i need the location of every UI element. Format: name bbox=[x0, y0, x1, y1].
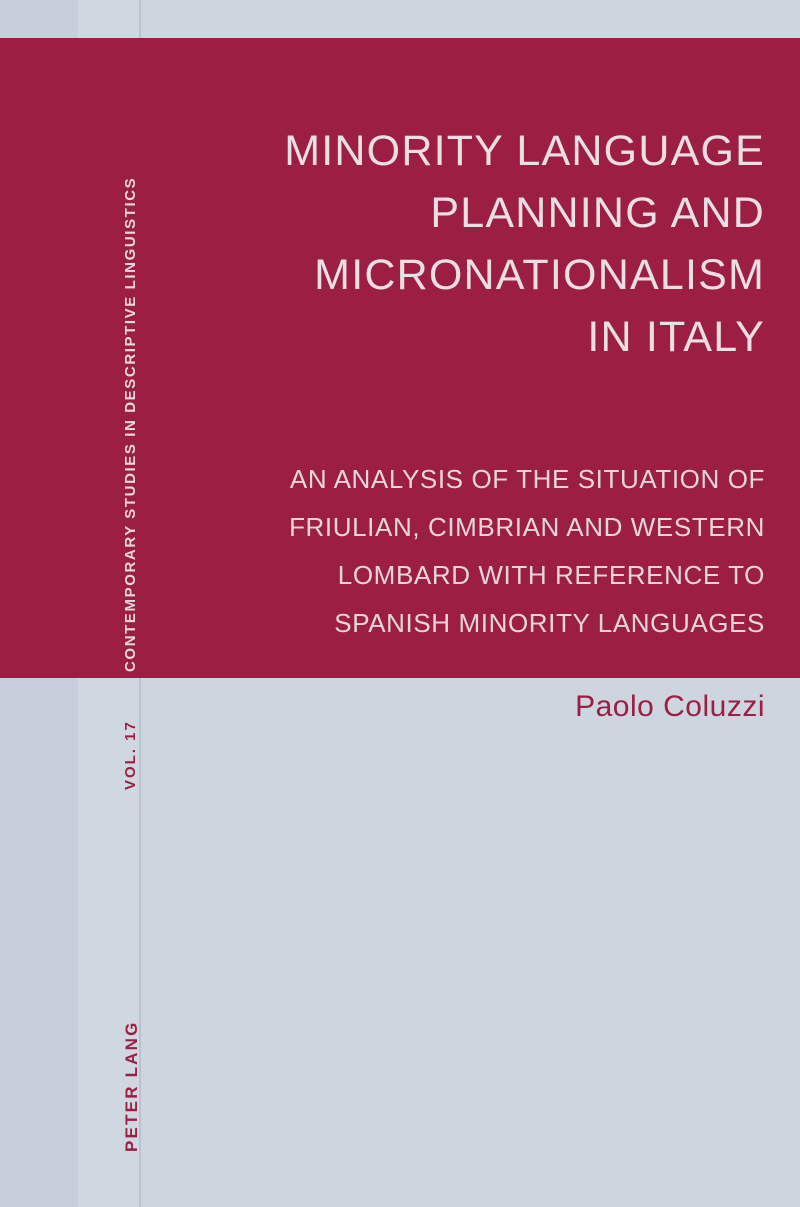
subtitle-line: LOMBARD WITH REFERENCE TO bbox=[337, 560, 765, 590]
book-subtitle bbox=[170, 455, 765, 647]
subtitle-line: AN ANALYSIS OF THE SITUATION OF bbox=[289, 464, 765, 494]
title-line: MINORITY LANGUAGE bbox=[284, 127, 765, 175]
subtitle-line: SPANISH MINORITY LANGUAGES bbox=[334, 608, 765, 638]
publisher-name: PETER LANG bbox=[122, 1020, 141, 1152]
subtitle-line: FRIULIAN, CIMBRIAN AND WESTERN bbox=[289, 512, 765, 542]
title-line: PLANNING AND bbox=[430, 189, 765, 237]
title-line: IN ITALY bbox=[587, 313, 765, 361]
series-title: CONTEMPORARY STUDIES IN DESCRIPTIVE LINGUISTICS bbox=[122, 176, 139, 672]
author-name: Paolo Coluzzi bbox=[575, 690, 765, 723]
book-title bbox=[190, 120, 765, 368]
title-line: MICRONATIONALISM bbox=[314, 251, 765, 299]
volume-number: VOL. 17 bbox=[122, 720, 139, 790]
